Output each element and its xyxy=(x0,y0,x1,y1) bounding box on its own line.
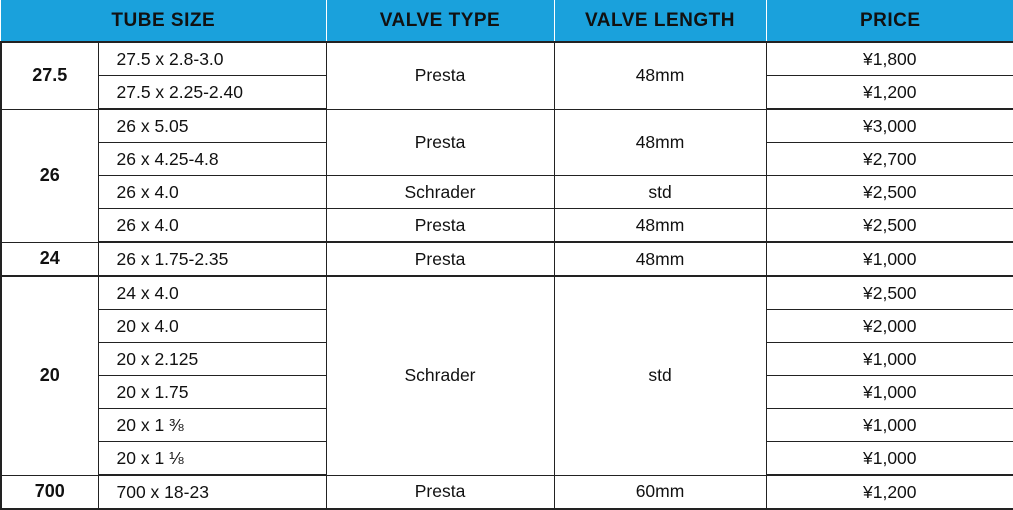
header-price: PRICE xyxy=(766,0,1013,42)
table-row xyxy=(1,109,1013,143)
valve-type: Schrader xyxy=(326,176,554,209)
tube-size: 26 x 4.25-4.8 xyxy=(98,143,326,176)
tube-size: 700 x 18-23 xyxy=(98,475,326,509)
group-label: 26 xyxy=(1,109,98,242)
tube-size: 26 x 4.0 xyxy=(98,176,326,209)
tube-size: 27.5 x 2.8-3.0 xyxy=(98,42,326,76)
header-valve-length: VALVE LENGTH xyxy=(554,0,766,42)
price: ¥2,500 xyxy=(766,209,1013,243)
tube-size: 20 x 1.75 xyxy=(98,376,326,409)
tube-size: 26 x 4.0 xyxy=(98,209,326,243)
tube-size: 26 x 5.05 xyxy=(98,109,326,143)
table-row xyxy=(1,209,1013,243)
price: ¥1,800 xyxy=(766,42,1013,76)
tube-size: 20 x 4.0 xyxy=(98,310,326,343)
price: ¥1,000 xyxy=(766,409,1013,442)
table-row xyxy=(1,475,1013,509)
valve-type: Presta xyxy=(326,242,554,276)
table-row xyxy=(1,176,1013,209)
tube-size: 27.5 x 2.25-2.40 xyxy=(98,76,326,110)
price: ¥1,200 xyxy=(766,475,1013,509)
valve-length: 48mm xyxy=(554,209,766,243)
price: ¥1,000 xyxy=(766,242,1013,276)
tube-size: 20 x 2.125 xyxy=(98,343,326,376)
price: ¥2,500 xyxy=(766,176,1013,209)
tube-size: 24 x 4.0 xyxy=(98,276,326,310)
valve-type: Schrader xyxy=(326,276,554,475)
table-row xyxy=(1,42,1013,76)
price: ¥3,000 xyxy=(766,109,1013,143)
group-label: 27.5 xyxy=(1,42,98,109)
valve-type: Presta xyxy=(326,209,554,243)
header-row xyxy=(1,0,1013,42)
valve-type: Presta xyxy=(326,109,554,176)
table-row xyxy=(1,276,1013,310)
valve-type: Presta xyxy=(326,475,554,509)
price: ¥1,000 xyxy=(766,343,1013,376)
price: ¥1,200 xyxy=(766,76,1013,110)
valve-type: Presta xyxy=(326,42,554,109)
group-label: 20 xyxy=(1,276,98,475)
valve-length: 60mm xyxy=(554,475,766,509)
price: ¥1,000 xyxy=(766,442,1013,476)
price: ¥1,000 xyxy=(766,376,1013,409)
group-label: 24 xyxy=(1,242,98,276)
valve-length: 48mm xyxy=(554,242,766,276)
header-tube-size: TUBE SIZE xyxy=(1,0,326,42)
header-valve-type: VALVE TYPE xyxy=(326,0,554,42)
tube-size: 26 x 1.75-2.35 xyxy=(98,242,326,276)
tube-size: 20 x 1 ⅛ xyxy=(98,442,326,476)
price: ¥2,000 xyxy=(766,310,1013,343)
tube-size: 20 x 1 ⅜ xyxy=(98,409,326,442)
valve-length: 48mm xyxy=(554,42,766,109)
valve-length: 48mm xyxy=(554,109,766,176)
table-row xyxy=(1,242,1013,276)
valve-length: std xyxy=(554,176,766,209)
valve-length: std xyxy=(554,276,766,475)
price: ¥2,500 xyxy=(766,276,1013,310)
group-label: 700 xyxy=(1,475,98,509)
price: ¥2,700 xyxy=(766,143,1013,176)
